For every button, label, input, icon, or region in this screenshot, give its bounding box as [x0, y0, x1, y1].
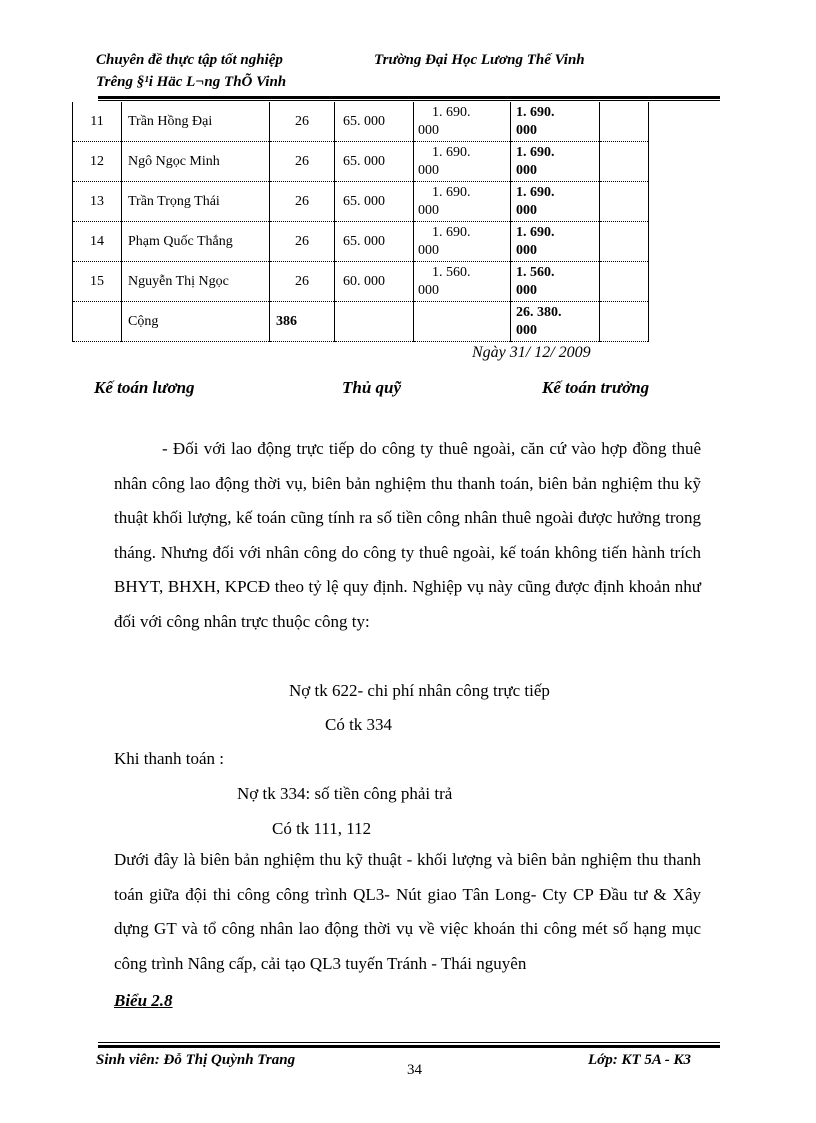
total-top: 1. 690.: [516, 184, 555, 200]
amount-bottom: 000: [418, 242, 439, 258]
amount: [414, 262, 511, 302]
signature-cell: [600, 182, 649, 222]
work-days: 26: [270, 262, 335, 302]
table-row: [73, 222, 649, 262]
total-top: 1. 690.: [516, 144, 555, 160]
page-number: 34: [407, 1062, 422, 1078]
header-rule-thick: [98, 96, 720, 99]
signature-cashier: Thủ quỹ: [342, 378, 402, 397]
amount-top: 1. 690.: [432, 104, 471, 120]
employee-name: Nguyễn Thị Ngọc: [122, 262, 270, 302]
daily-rate: 60. 000: [335, 262, 414, 302]
total-bottom: 000: [516, 122, 537, 138]
header-topic: Chuyên đề thực tập tốt nghiệp: [96, 52, 283, 68]
employee-name: Trần Trọng Thái: [122, 182, 270, 222]
work-days: 26: [270, 222, 335, 262]
signature-cell: [600, 222, 649, 262]
total-top: 1. 690.: [516, 104, 555, 120]
amount: [414, 102, 511, 142]
total-rate: [335, 302, 414, 342]
daily-rate: 65. 000: [335, 102, 414, 142]
table-row: [73, 262, 649, 302]
table-row: [73, 142, 649, 182]
total-top: 1. 560.: [516, 264, 555, 280]
row-number: 12: [73, 142, 122, 182]
payment-label: Khi thanh toán :: [114, 749, 225, 768]
total-bottom: 000: [516, 282, 537, 298]
signature-chief-accountant: Kế toán trưởng: [542, 378, 650, 397]
amount-top: 1. 690.: [432, 224, 471, 240]
table-row: [73, 102, 649, 142]
table-row: [73, 182, 649, 222]
row-number: 11: [73, 102, 122, 142]
row-number: 15: [73, 262, 122, 302]
amount: [414, 142, 511, 182]
total-amount: [511, 262, 600, 302]
payroll-table: [72, 102, 649, 342]
daily-rate: 65. 000: [335, 222, 414, 262]
total-signature-cell: [600, 302, 649, 342]
daily-rate: 65. 000: [335, 182, 414, 222]
total-row: [73, 302, 649, 342]
work-days: 26: [270, 142, 335, 182]
signature-cell: [600, 262, 649, 302]
amount: [414, 222, 511, 262]
total-amount: [511, 142, 600, 182]
footer-rule-thick: [98, 1045, 720, 1048]
signature-cell: [600, 142, 649, 182]
amount-top: 1. 690.: [432, 184, 471, 200]
total-amount: [511, 222, 600, 262]
header-school-legacy: Trêng §¹i Häc L¬ng ThÕ Vinh: [96, 74, 287, 90]
amount-top: 1. 560.: [432, 264, 471, 280]
employee-name: Trần Hồng Đại: [122, 102, 270, 142]
amount-bottom: 000: [418, 202, 439, 218]
amount-bottom: 000: [418, 122, 439, 138]
date-line: Ngày 31/ 12/ 2009: [472, 344, 591, 361]
signature-payroll-accountant: Kế toán lương: [94, 378, 195, 397]
work-days: 26: [270, 102, 335, 142]
amount-top: 1. 690.: [432, 144, 471, 160]
entry2-credit: Có tk 111, 112: [272, 819, 372, 838]
total-amount: [511, 102, 600, 142]
entry1-credit: Có tk 334: [325, 715, 393, 734]
amount-bottom: 000: [418, 282, 439, 298]
entry1-debit: Nợ tk 622- chi phí nhân công trực tiếp: [289, 681, 550, 700]
grand-total-bottom: 000: [516, 322, 537, 338]
signature-cell: [600, 102, 649, 142]
total-label: Cộng: [122, 302, 270, 342]
entry2-debit: Nợ tk 334: số tiền công phải trả: [237, 784, 453, 803]
employee-name: Phạm Quốc Thắng: [122, 222, 270, 262]
total-days: 386: [270, 302, 335, 342]
amount-bottom: 000: [418, 162, 439, 178]
paragraph-outsourced-labor: - Đối với lao động trực tiếp do công ty thuê ngoài, căn cứ vào hợp đồng thuê nhân công lao động thời vụ, biên bản nghiệm thu thanh toán, biên bản nghiệm thu kỹ thuật khối lượng, kế toán cũng tính ra số tiền công nhân thuê ngoài được hưởng trong tháng. Nhưng đối với nhân công do công ty thuê ngoài, kế toán không tiến hành trích BHYT, BHXH, KPCĐ theo tỷ lệ quy định. Nghiệp vụ này cũng được định khoản như đối với công nhân trực thuộc công ty:: [114, 439, 701, 631]
total-row-number: [73, 302, 122, 342]
total-bottom: 000: [516, 242, 537, 258]
amount: [414, 182, 511, 222]
total-amount: [511, 182, 600, 222]
total-amount-col: [414, 302, 511, 342]
footer-rule-thin: [98, 1042, 720, 1043]
row-number: 13: [73, 182, 122, 222]
total-bottom: 000: [516, 162, 537, 178]
exhibit-label: Biểu 2.8: [114, 991, 173, 1010]
grand-total: [511, 302, 600, 342]
header-rule-thin: [98, 100, 720, 101]
total-bottom: 000: [516, 202, 537, 218]
header-school: Trường Đại Học Lương Thế Vinh: [374, 52, 585, 68]
total-top: 1. 690.: [516, 224, 555, 240]
footer-class: Lớp: KT 5A - K3: [588, 1052, 692, 1068]
grand-total-top: 26. 380.: [516, 304, 562, 320]
footer-student: Sinh viên: Đỗ Thị Quỳnh Trang: [96, 1052, 296, 1068]
paragraph-acceptance-record: Dưới đây là biên bản nghiệm thu kỹ thuật - khối lượng và biên bản nghiệm thu thanh toán giữa đội thi công công trình QL3- Nút giao Tân Long- Cty CP Đầu tư & Xây dựng GT và tổ công nhân lao động thời vụ về việc khoán thi công mét số hạng mục công trình Nâng cấp, cải tạo QL3 tuyến Tránh - Thái nguyên: [114, 850, 701, 973]
daily-rate: 65. 000: [335, 142, 414, 182]
employee-name: Ngô Ngọc Minh: [122, 142, 270, 182]
work-days: 26: [270, 182, 335, 222]
row-number: 14: [73, 222, 122, 262]
